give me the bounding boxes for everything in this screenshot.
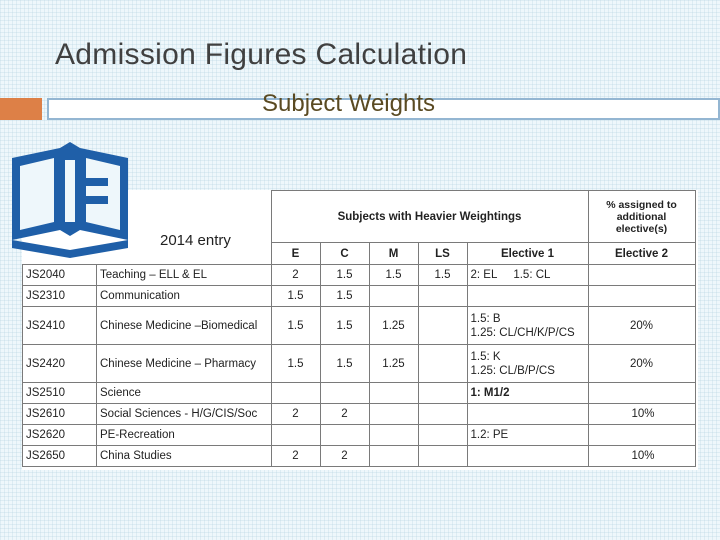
- row-c: 1.5: [320, 307, 369, 345]
- row-m: [369, 404, 418, 425]
- row-elective-1: 1.5: B 1.25: CL/CH/K/P/CS: [467, 307, 588, 345]
- row-program: Science: [97, 383, 272, 404]
- table-row: [23, 286, 696, 307]
- row-ls: [418, 446, 467, 467]
- row-m: 1.25: [369, 345, 418, 383]
- row-e: 2: [271, 404, 320, 425]
- row-m: [369, 286, 418, 307]
- row-elective-1: 1.2: PE: [467, 425, 588, 446]
- header-pct-assigned: % assigned to additional elective(s): [588, 191, 695, 243]
- header-c: C: [320, 243, 369, 265]
- row-e: 1.5: [271, 307, 320, 345]
- row-code: JS2310: [23, 286, 97, 307]
- row-e: [271, 425, 320, 446]
- row-pct: 10%: [588, 446, 695, 467]
- row-code: JS2610: [23, 404, 97, 425]
- row-ls: [418, 425, 467, 446]
- row-ls: [418, 383, 467, 404]
- row-e: 2: [271, 265, 320, 286]
- row-pct: 20%: [588, 345, 695, 383]
- row-m: 1.5: [369, 265, 418, 286]
- row-elective-1: 1: M1/2: [467, 383, 588, 404]
- row-program: Chinese Medicine –Biomedical: [97, 307, 272, 345]
- row-program: China Studies: [97, 446, 272, 467]
- row-elective-1: 1.5: K 1.25: CL/B/P/CS: [467, 345, 588, 383]
- row-code: JS2410: [23, 307, 97, 345]
- row-c: [320, 425, 369, 446]
- row-elective-1: [467, 446, 588, 467]
- table-row: [23, 404, 696, 425]
- row-m: [369, 446, 418, 467]
- row-c: 1.5: [320, 286, 369, 307]
- header-subjects-heavier: Subjects with Heavier Weightings: [271, 191, 588, 243]
- row-program: Teaching – ELL & EL: [97, 265, 272, 286]
- table-row: [23, 345, 696, 383]
- table-row: [23, 383, 696, 404]
- row-e: 2: [271, 446, 320, 467]
- row-ls: [418, 404, 467, 425]
- row-pct: [588, 286, 695, 307]
- table-row: [23, 446, 696, 467]
- row-pct: [588, 265, 695, 286]
- row-ls: [418, 286, 467, 307]
- row-elective-1: 2: EL 1.5: CL: [467, 265, 588, 286]
- row-pct: 10%: [588, 404, 695, 425]
- accent-bar-orange: [0, 98, 42, 120]
- row-ls: 1.5: [418, 265, 467, 286]
- row-pct: [588, 425, 695, 446]
- row-c: 1.5: [320, 265, 369, 286]
- row-c: 1.5: [320, 345, 369, 383]
- table-row: [23, 425, 696, 446]
- university-book-logo-icon: [8, 138, 132, 258]
- row-program: Social Sciences - H/G/CIS/Soc: [97, 404, 272, 425]
- page-title: Admission Figures Calculation: [55, 38, 468, 71]
- table-row: [23, 265, 696, 286]
- header-elective-2: Elective 2: [588, 243, 695, 265]
- row-elective-1: [467, 286, 588, 307]
- row-code: JS2650: [23, 446, 97, 467]
- header-e: E: [271, 243, 320, 265]
- row-m: [369, 425, 418, 446]
- header-ls: LS: [418, 243, 467, 265]
- row-program: Communication: [97, 286, 272, 307]
- row-c: [320, 383, 369, 404]
- header-m: M: [369, 243, 418, 265]
- table-row: [23, 307, 696, 345]
- row-ls: [418, 307, 467, 345]
- row-program: Chinese Medicine – Pharmacy: [97, 345, 272, 383]
- row-c: 2: [320, 446, 369, 467]
- row-e: [271, 383, 320, 404]
- row-code: JS2040: [23, 265, 97, 286]
- row-code: JS2510: [23, 383, 97, 404]
- row-pct: 20%: [588, 307, 695, 345]
- row-e: 1.5: [271, 345, 320, 383]
- row-c: 2: [320, 404, 369, 425]
- header-elective-1: Elective 1: [467, 243, 588, 265]
- row-elective-1: [467, 404, 588, 425]
- row-m: [369, 383, 418, 404]
- page-subtitle: Subject Weights: [262, 90, 435, 117]
- row-code: JS2420: [23, 345, 97, 383]
- row-program: PE-Recreation: [97, 425, 272, 446]
- entry-year-label: 2014 entry: [160, 232, 231, 249]
- row-code: JS2620: [23, 425, 97, 446]
- row-ls: [418, 345, 467, 383]
- row-m: 1.25: [369, 307, 418, 345]
- row-pct: [588, 383, 695, 404]
- row-e: 1.5: [271, 286, 320, 307]
